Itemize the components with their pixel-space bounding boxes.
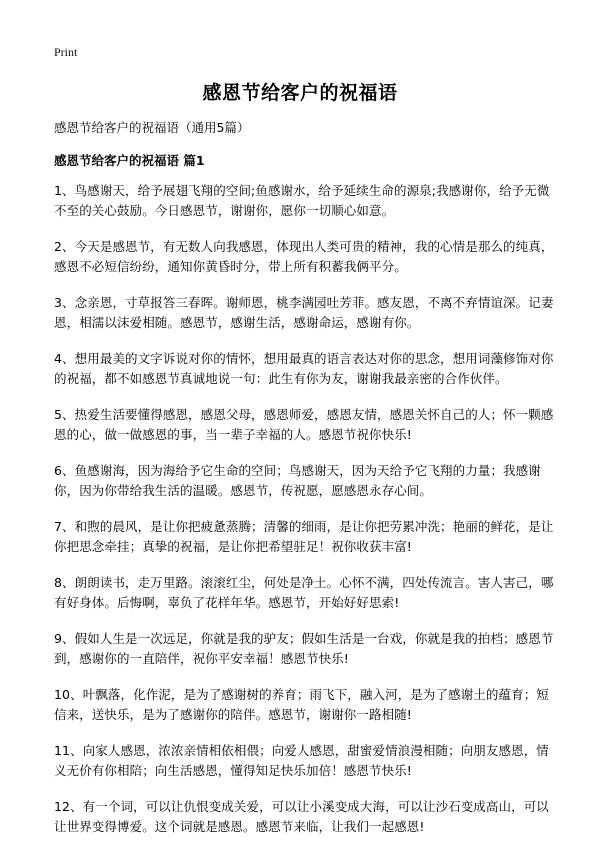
- article-body: [54, 181, 554, 853]
- document-subtitle: 感恩节给客户的祝福语（通用5篇）: [54, 120, 250, 135]
- paragraph-2: 2、今天是感恩节，有无数人向我感恩，体现出人类可贵的精神，我的心情是那么的纯真，感恩不必短信纷纷，通知你黄昏时分，带上所有积蓄我俩平分。: [54, 239, 554, 274]
- paragraph-3: 3、念亲恩，寸草报答三春晖。谢师恩，桃李满园吐芳菲。感友恩，不离不弃情谊深。记妻恩，相濡以沫爱相随。感恩节，感谢生活，感谢命运，感谢有你。: [54, 295, 554, 330]
- paragraph-9: 9、假如人生是一次远足，你就是我的驴友；假如生活是一台戏，你就是我的拍档；感恩节到，感谢你的一直陪伴，祝你平安幸福！感恩节快乐!: [54, 631, 554, 666]
- paragraph-8: 8、朗朗读书，走万里路。滚滚红尘，何处是净土。心怀不满，四处传流言。害人害己，哪有好身体。后悔啊，辜负了花样年华。感恩节，开始好好思索!: [54, 575, 554, 610]
- document-title: 感恩节给客户的祝福语: [202, 82, 398, 104]
- section-heading: 感恩节给客户的祝福语 篇1: [54, 153, 205, 168]
- paragraph-11: 11、向家人感恩，浓浓亲情相依相偎；向爱人感恩，甜蜜爱情浪漫相随；向朋友感恩，情义无价有你相陪；向生活感恩，懂得知足快乐加倍！感恩节快乐!: [54, 743, 549, 778]
- paragraph-1: 1、鸟感谢天，给予展翅飞翔的空间;鱼感谢水，给予延续生命的源泉;我感谢你，给予无微不至的关心鼓励。今日感恩节，谢谢你，愿你一切顺心如意。: [54, 183, 550, 218]
- paragraph-6: 6、鱼感谢海，因为海给予它生命的空间；鸟感谢天，因为天给予它飞翔的力量；我感谢你，因为你带给我生活的温暖。感恩节，传祝愿，愿感恩永存心间。: [54, 463, 541, 498]
- paragraph-4: 4、想用最美的文字诉说对你的情怀，想用最真的语言表达对你的思念，想用词藻修饰对你的祝福，都不如感恩节真诚地说一句：此生有你为友，谢谢我最亲密的合作伙伴。: [54, 351, 554, 386]
- paragraph-5: 5、热爱生活要懂得感恩，感恩父母，感恩师爱，感恩友情，感恩关怀自己的人；怀一颗感恩的心，做一做感恩的事，当一辈子幸福的人。感恩节祝你快乐!: [54, 407, 554, 442]
- paragraph-12: 12、有一个词，可以让仇恨变成关爱，可以让小溪变成大海，可以让沙石变成高山，可以让世界变得博爱。这个词就是感恩。感恩节来临，让我们一起感恩!: [54, 799, 549, 834]
- paragraph-7: 7、和煦的晨风，是让你把疲惫蒸腾；清馨的细雨，是让你把劳累冲洗；艳丽的鲜花，是让你把思念牵挂；真挚的祝福，是让你把希望驻足！祝你收获丰富!: [54, 519, 554, 554]
- paragraph-10: 10、叶飘落，化作泥，是为了感谢树的养育；雨飞下，融入河，是为了感谢土的蕴育；短信来，送快乐，是为了感谢你的陪伴。感恩节，谢谢你一路相随!: [54, 687, 549, 722]
- print-link[interactable]: Print: [54, 45, 78, 59]
